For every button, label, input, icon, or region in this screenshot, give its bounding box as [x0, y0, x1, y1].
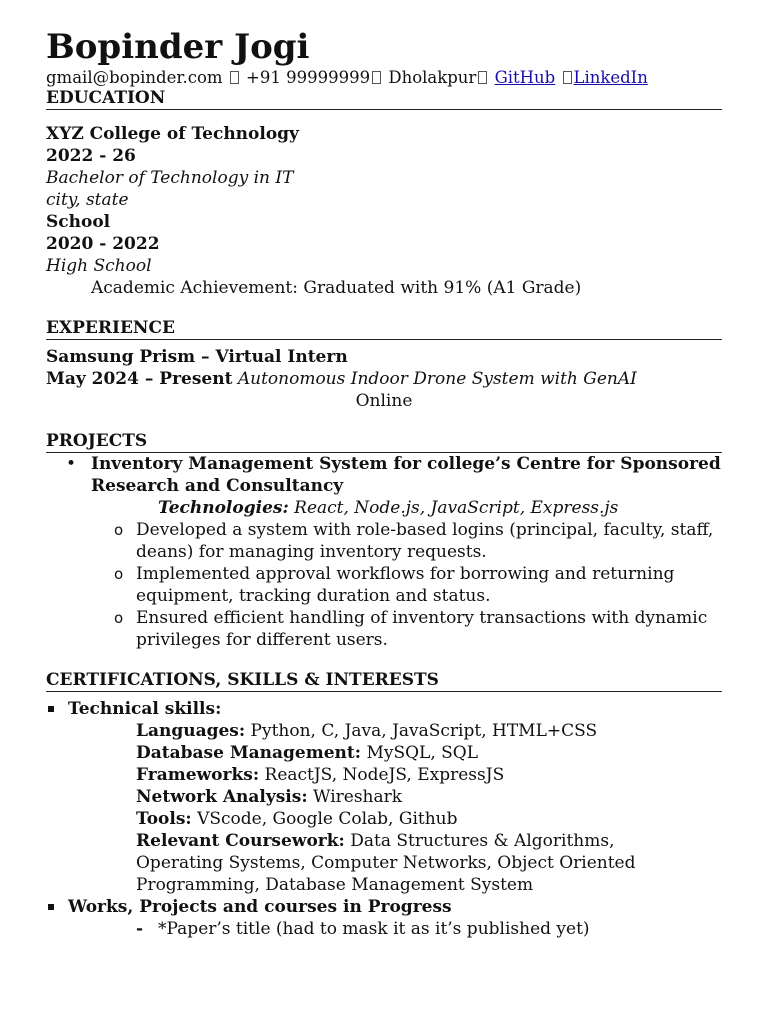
separator-icon: [563, 71, 572, 84]
project-list: [46, 453, 722, 497]
education-years: 2020 - 2022: [46, 234, 160, 254]
skill-label: Languages:: [136, 721, 246, 741]
list-item: o Developed a system with role-based logins (principal, faculty, staff, deans) for managing inventory requests.: [46, 519, 722, 563]
experience-heading: EXPERIENCE: [46, 318, 722, 340]
list-item: o Implemented approval workflows for borrowing and returning equipment, tracking duration and status.: [46, 563, 722, 607]
skill-value: ReactJS, NodeJS, ExpressJS: [264, 765, 505, 785]
experience-mode: Online: [355, 391, 413, 411]
phone-text: +91 99999999: [246, 68, 371, 87]
contact-line: [46, 67, 722, 88]
skill-row: [46, 764, 722, 786]
skill-row: [46, 830, 722, 896]
progress-heading: Works, Projects and courses in Progress: [46, 896, 722, 918]
skill-value: VScode, Google Colab, Github: [197, 809, 458, 829]
skill-value: Python, C, Java, JavaScript, HTML+CSS: [250, 721, 598, 741]
education-entry: [46, 211, 722, 299]
experience-project: Autonomous Indoor Drone System with GenAI: [237, 369, 637, 389]
technical-skills-heading: Technical skills:: [46, 698, 722, 720]
progress-list: [46, 896, 722, 918]
place-text: city, state: [46, 190, 129, 210]
education-years: 2022 - 26: [46, 146, 136, 166]
experience-dates: May 2024 – Present: [46, 369, 233, 389]
degree-text: Bachelor of Technology in IT: [46, 168, 294, 188]
skill-value: MySQL, SQL: [366, 743, 479, 763]
technologies-label: Technologies:: [158, 498, 289, 518]
skill-value: Wireshark: [313, 787, 403, 807]
candidate-name: Bopinder Jogi: [46, 27, 310, 67]
github-link[interactable]: GitHub: [494, 68, 556, 87]
skill-row: [46, 786, 722, 808]
skill-row: [46, 742, 722, 764]
project-bullets: [46, 519, 722, 651]
education-entry: [46, 123, 722, 211]
location-text: Dholakpur: [388, 68, 477, 87]
institution-name: School: [46, 212, 111, 232]
projects-heading: PROJECTS: [46, 431, 722, 453]
project-title: • Inventory Management System for college’s Centre for Sponsored Research and Consultancy: [46, 453, 722, 497]
skill-label: Relevant Coursework:: [136, 831, 345, 851]
skill-label: Tools:: [136, 809, 192, 829]
degree-text: High School: [46, 256, 152, 276]
experience-role: Samsung Prism – Virtual Intern: [46, 347, 348, 367]
skill-row: [46, 720, 722, 742]
skill-value: Data Structures & Algorithms, Operating Systems, Computer Networks, Object Oriented Programming, Database Management System: [136, 831, 636, 895]
linkedin-link[interactable]: LinkedIn: [573, 68, 648, 87]
separator-icon: [372, 71, 381, 84]
separator-icon: [478, 71, 487, 84]
certifications-heading: CERTIFICATIONS, SKILLS & INTERESTS: [46, 670, 722, 692]
skill-label: Network Analysis:: [136, 787, 308, 807]
separator-icon: [230, 71, 239, 84]
list-item: o Ensured efficient handling of inventory transactions with dynamic privileges for different users.: [46, 607, 722, 651]
skill-label: Database Management:: [136, 743, 362, 763]
skills-list: [46, 698, 722, 720]
skill-label: Frameworks:: [136, 765, 260, 785]
email-text: gmail@bopinder.com: [46, 68, 223, 87]
achievement-text: Academic Achievement: Graduated with 91% (A1 Grade): [91, 278, 582, 298]
skill-row: [46, 808, 722, 830]
progress-item: - *Paper’s title (had to mask it as it’s published yet): [46, 918, 722, 940]
institution-name: XYZ College of Technology: [46, 124, 299, 144]
technologies-value: React, Node.js, JavaScript, Express.js: [294, 498, 619, 518]
education-heading: EDUCATION: [46, 88, 722, 110]
project-technologies: [46, 497, 722, 519]
